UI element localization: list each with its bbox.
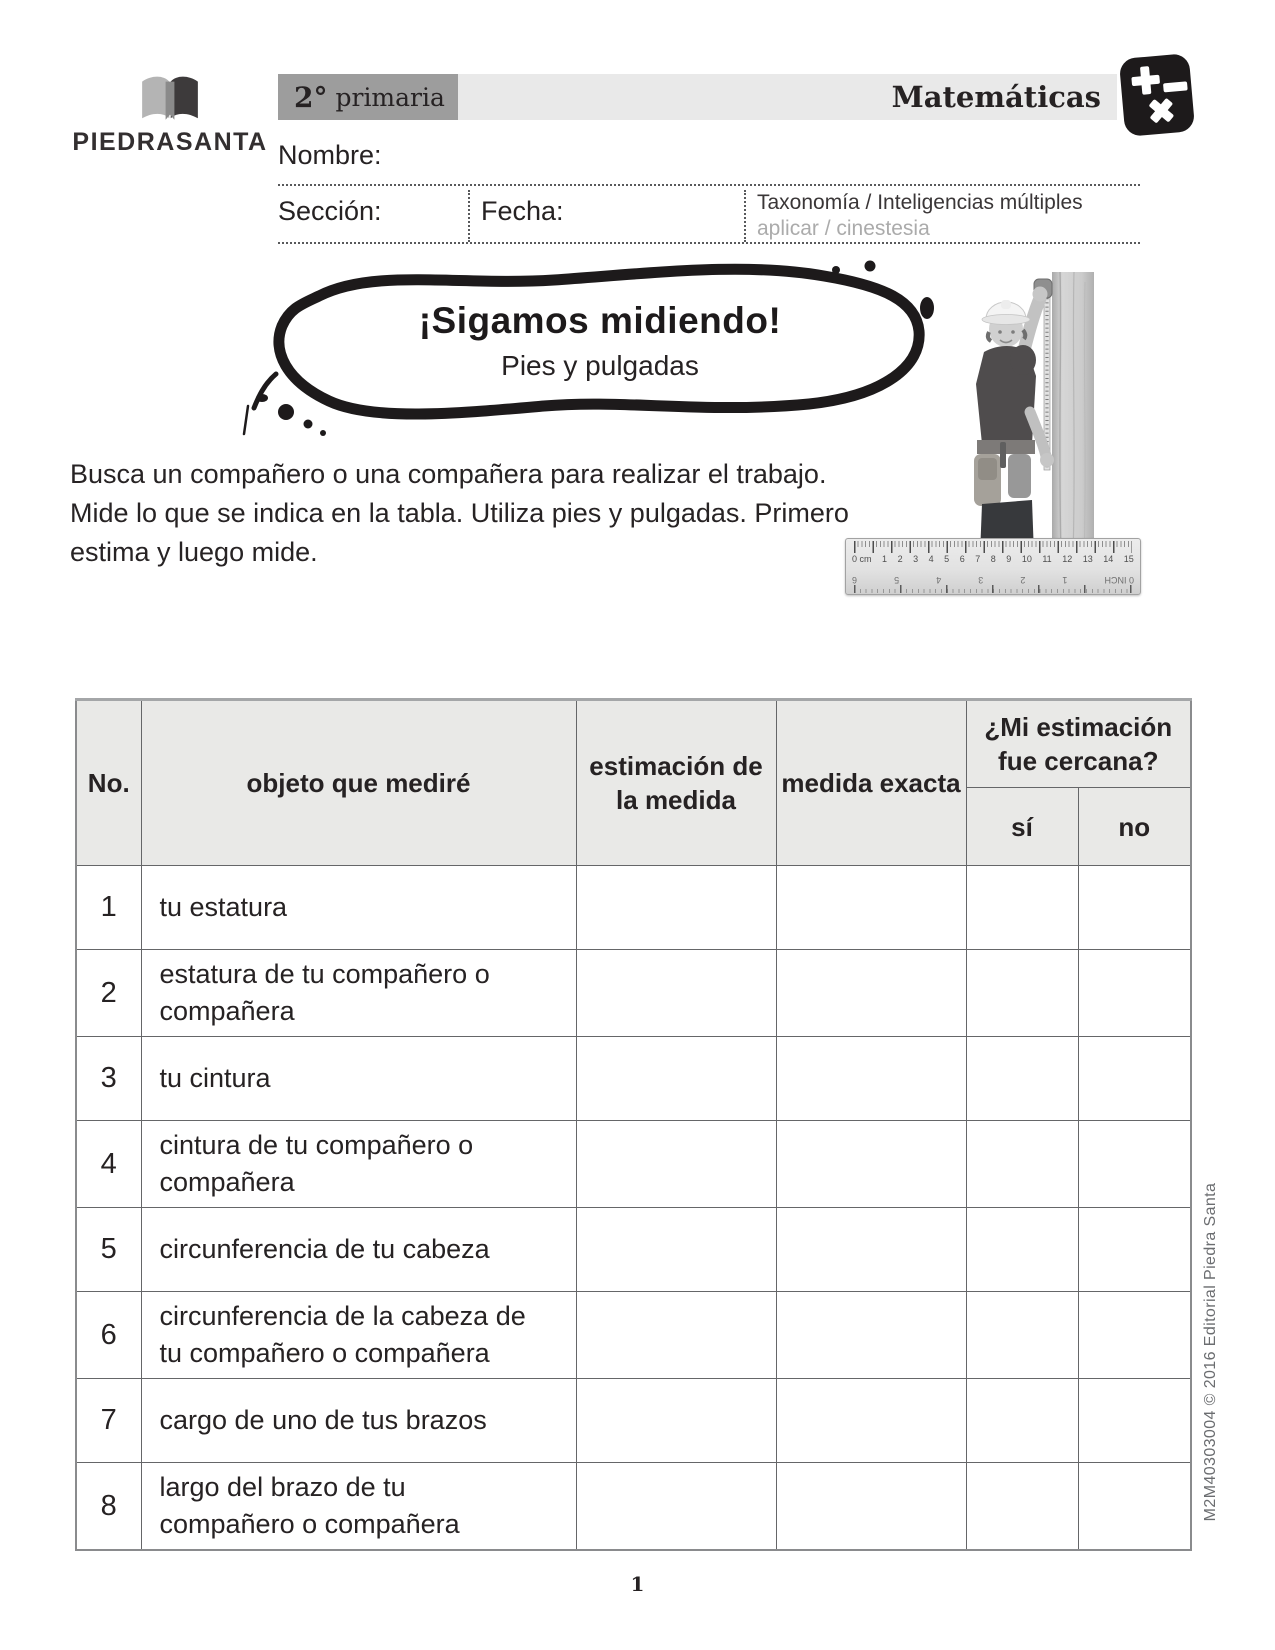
- instructions-text: Busca un compañero o una compañera para realizar el trabajo. Mide lo que se indica en la tabla. Utiliza pies y pulgadas. Primero estima y luego mide.: [70, 459, 849, 567]
- page-number: 1: [630, 1572, 645, 1596]
- exact-cell: [776, 1208, 966, 1292]
- exact-cell: [776, 1037, 966, 1121]
- boy-measuring-photo: [948, 272, 1098, 555]
- no-cell: [1078, 1379, 1191, 1463]
- col-header-estimate: estimación de la medida: [576, 700, 776, 866]
- ruler-inch-label: 6: [852, 575, 858, 585]
- estimate-cell: [576, 1037, 776, 1121]
- table-row: [76, 950, 1191, 1037]
- estimate-cell: [576, 1121, 776, 1208]
- ruler-cm-label: 7: [975, 554, 981, 564]
- row-number: 7: [76, 1379, 141, 1463]
- name-label: Nombre:: [278, 140, 382, 170]
- calculator-icon: [1116, 48, 1198, 142]
- row-number: 3: [76, 1037, 141, 1121]
- table-row: [76, 1292, 1191, 1379]
- table-row: [76, 1208, 1191, 1292]
- ruler-cm-label: 8: [990, 554, 996, 564]
- ruler-image: [845, 538, 1141, 595]
- col-header-yes: sí: [966, 788, 1078, 866]
- activity-title-block: [250, 300, 950, 382]
- ruler-inch-label: 4: [936, 575, 942, 585]
- grade-badge: [278, 74, 458, 120]
- ruler-cm-labels: [852, 554, 1134, 564]
- no-cell: [1078, 1292, 1191, 1379]
- no-cell: [1078, 1037, 1191, 1121]
- exact-cell: [776, 950, 966, 1037]
- estimate-cell: [576, 1208, 776, 1292]
- no-cell: [1078, 1463, 1191, 1551]
- exact-cell: [776, 1292, 966, 1379]
- estimate-cell: [576, 1463, 776, 1551]
- ruler-cm-label: 11: [1042, 554, 1052, 564]
- ruler-cm-label: 13: [1082, 554, 1093, 564]
- row-object: tu cintura: [141, 1037, 576, 1121]
- ruler-cm-label: 3: [913, 554, 919, 564]
- yes-cell: [966, 1208, 1078, 1292]
- name-dotted-line: [278, 184, 1140, 186]
- ruler-cm-label: 1: [882, 554, 888, 564]
- row-number: 1: [76, 866, 141, 950]
- estimate-cell: [576, 950, 776, 1037]
- ruler-inch-label: 2: [1020, 575, 1026, 585]
- table-row: [76, 1037, 1191, 1121]
- publisher-logo: [62, 68, 278, 163]
- exact-cell: [776, 866, 966, 950]
- ruler-inch-label: 5: [894, 575, 900, 585]
- ruler-inch-label: 1: [1062, 575, 1068, 585]
- row-number: 8: [76, 1463, 141, 1551]
- row-object: largo del brazo de tu compañero o compañera: [141, 1463, 576, 1551]
- copyright-text: M2M40303004 © 2016 Editorial Piedra Santa: [1202, 1182, 1219, 1522]
- yes-cell: [966, 1379, 1078, 1463]
- row-object: estatura de tu compañero o compañera: [141, 950, 576, 1037]
- col-header-no: No.: [76, 700, 141, 866]
- ruler-cm-ticks: [854, 541, 1132, 553]
- activity-subtitle: Pies y pulgadas: [501, 350, 699, 381]
- estimate-cell: [576, 1379, 776, 1463]
- date-taxonomy-divider: [744, 190, 746, 242]
- no-cell: [1078, 1208, 1191, 1292]
- yes-cell: [966, 950, 1078, 1037]
- row-number: 5: [76, 1208, 141, 1292]
- ruler-inch-ticks: [854, 585, 1132, 593]
- taxonomy-primary: Taxonomía / Inteligencias múltiples: [757, 191, 1083, 214]
- row-object: circunferencia de tu cabeza: [141, 1208, 576, 1292]
- row-object: tu estatura: [141, 866, 576, 950]
- yes-cell: [966, 1037, 1078, 1121]
- row-number: 4: [76, 1121, 141, 1208]
- row-number: 6: [76, 1292, 141, 1379]
- publisher-name: PIEDRASANTA: [72, 128, 268, 156]
- estimate-cell: [576, 1292, 776, 1379]
- ruler-cm-label: 10: [1021, 554, 1032, 564]
- subject-title: Matemáticas: [891, 80, 1101, 114]
- ruler-cm-label: 12: [1062, 554, 1073, 564]
- section-label: Sección:: [278, 196, 382, 226]
- no-cell: [1078, 950, 1191, 1037]
- yes-cell: [966, 1121, 1078, 1208]
- table-row: [76, 1463, 1191, 1551]
- no-cell: [1078, 866, 1191, 950]
- activity-title: ¡Sigamos midiendo!: [418, 300, 782, 341]
- table-row: [76, 866, 1191, 950]
- open-book-icon: [137, 68, 203, 126]
- col-header-close: ¿Mi estimación fue cercana?: [966, 700, 1191, 788]
- ruler-inch-label: 3: [978, 575, 984, 585]
- subject-bar: [458, 74, 1117, 120]
- yes-cell: [966, 1463, 1078, 1551]
- row-object: circunferencia de la cabeza de tu compañero o compañera: [141, 1292, 576, 1379]
- ruler-cm-label: 15: [1123, 554, 1134, 564]
- row-object: cintura de tu compañero o compañera: [141, 1121, 576, 1208]
- exact-cell: [776, 1379, 966, 1463]
- exact-cell: [776, 1463, 966, 1551]
- section-dotted-line: [278, 242, 1140, 244]
- ruler-cm-label: 9: [1006, 554, 1012, 564]
- col-header-exact: medida exacta: [776, 700, 966, 866]
- table-row: [76, 1121, 1191, 1208]
- exact-cell: [776, 1121, 966, 1208]
- yes-cell: [966, 1292, 1078, 1379]
- col-header-object: objeto que mediré: [141, 700, 576, 866]
- ruler-cm-label: 4: [928, 554, 934, 564]
- ruler-cm-label: 0 cm: [852, 554, 872, 564]
- table-row: [76, 1379, 1191, 1463]
- date-label: Fecha:: [481, 196, 564, 226]
- no-cell: [1078, 1121, 1191, 1208]
- taxonomy-secondary: aplicar / cinestesia: [757, 217, 930, 240]
- ruler-cm-label: 5: [944, 554, 950, 564]
- row-number: 2: [76, 950, 141, 1037]
- ruler-cm-label: 2: [897, 554, 903, 564]
- estimate-cell: [576, 866, 776, 950]
- ruler-cm-label: 6: [959, 554, 965, 564]
- ruler-inch-labels: [852, 575, 1134, 585]
- grade-number: 2°: [294, 80, 328, 114]
- ruler-inch-label: 0 INCH: [1104, 575, 1134, 585]
- section-date-divider: [468, 190, 470, 242]
- row-object: cargo de uno de tus brazos: [141, 1379, 576, 1463]
- ruler-cm-label: 14: [1103, 554, 1114, 564]
- col-header-no-option: no: [1078, 788, 1191, 866]
- measurement-table: [75, 698, 1192, 1551]
- grade-level: primaria: [335, 82, 445, 112]
- yes-cell: [966, 866, 1078, 950]
